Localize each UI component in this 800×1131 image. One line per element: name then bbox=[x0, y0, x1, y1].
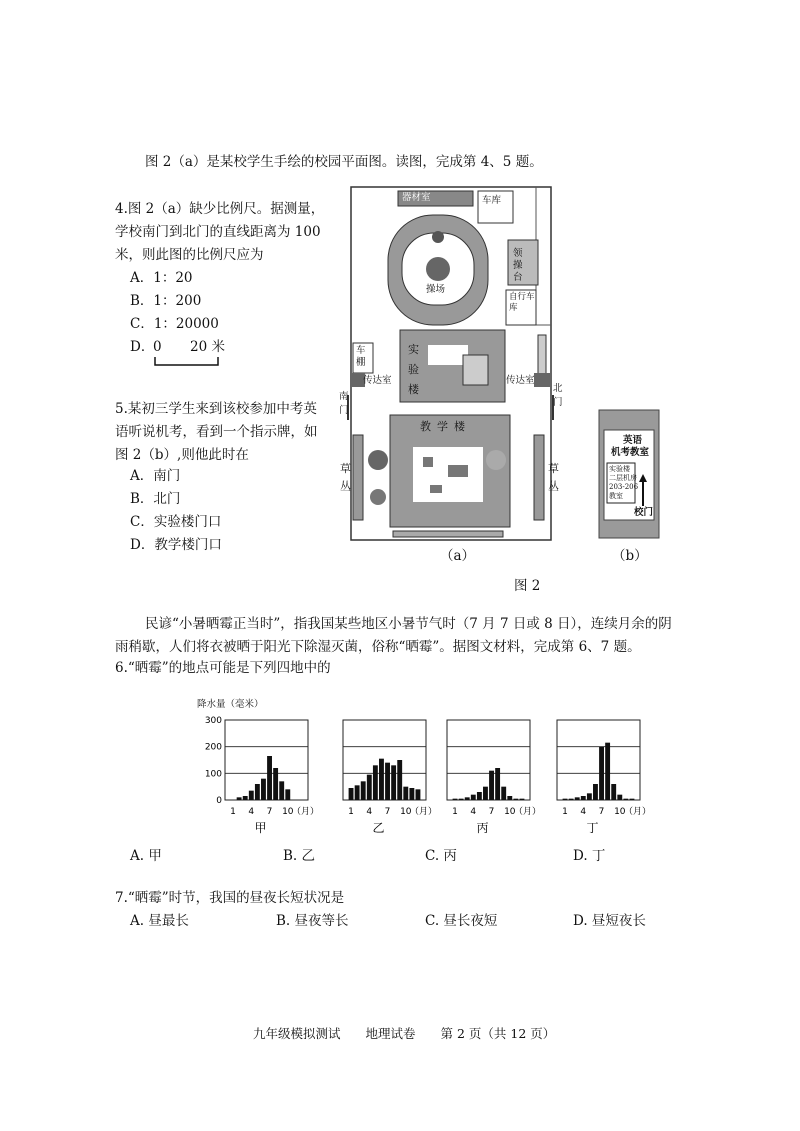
sign-school-gate: 校门 bbox=[634, 507, 654, 518]
q6-option-b: B. 乙 bbox=[283, 848, 316, 864]
scale-bar bbox=[150, 355, 225, 367]
chart-bar bbox=[593, 784, 598, 800]
chart-bar bbox=[471, 795, 476, 800]
chart-bar bbox=[501, 787, 506, 800]
chart-bar bbox=[279, 781, 284, 800]
label-south-gate: 南门 bbox=[339, 391, 349, 416]
chart-bar bbox=[403, 787, 408, 800]
chart-xtick-label: 4 bbox=[580, 807, 587, 817]
q6-option-d: D. 丁 bbox=[573, 848, 606, 864]
chart-bar bbox=[563, 799, 568, 800]
chart-bar bbox=[361, 781, 366, 800]
q7-option-c: C. 昼长夜短 bbox=[425, 913, 498, 929]
chart-bar bbox=[273, 768, 278, 800]
chart-frame bbox=[557, 720, 640, 800]
chart-xtick-label: 1 bbox=[348, 807, 354, 817]
chart-bar bbox=[605, 743, 610, 800]
chart-xlabel: （月） bbox=[410, 807, 438, 817]
intro-fig2: 图 2（a）是某校学生手绘的校园平面图。读图，完成第 4、5 题。 bbox=[145, 154, 543, 170]
label-review-stand: 领操台 bbox=[513, 248, 523, 283]
label-teaching-building: 教学楼 bbox=[420, 420, 471, 433]
chart-xlabel: （月） bbox=[292, 807, 320, 817]
chart-bar bbox=[617, 795, 622, 800]
q4-option-d: D． bbox=[130, 339, 155, 355]
chart-bar bbox=[495, 768, 500, 800]
q5-stem-1: 5.某初三学生来到该校参加中考英 bbox=[115, 401, 317, 417]
q7-option-d: D. 昼短夜长 bbox=[573, 913, 646, 929]
sign-line-2: 机考教室 bbox=[611, 447, 650, 458]
chart-xlabel: （月） bbox=[514, 807, 542, 817]
chart-xtick-label: 7 bbox=[266, 807, 273, 817]
q7-option-a: A. 昼最长 bbox=[130, 913, 189, 929]
label-bike-garage: 自行车库 bbox=[509, 292, 535, 313]
chart-bar bbox=[489, 771, 494, 800]
precipitation-charts bbox=[190, 712, 660, 842]
label-equipment-room: 器材室 bbox=[402, 192, 431, 203]
chart-frame bbox=[447, 720, 530, 800]
chart-xtick-label: 4 bbox=[248, 807, 255, 817]
chart-xtick-label: 10 bbox=[504, 807, 516, 817]
q4-option-b: B．1：200 bbox=[130, 293, 202, 309]
q6-option-c: C. 丙 bbox=[425, 848, 457, 864]
sign-box-line-4: 教室 bbox=[609, 492, 623, 500]
chart-xtick-label: 10 bbox=[400, 807, 412, 817]
chart-xtick-label: 1 bbox=[230, 807, 236, 817]
chart-bar bbox=[409, 788, 414, 800]
chart-bar bbox=[459, 799, 464, 800]
chart-bar bbox=[255, 784, 260, 800]
campus-map bbox=[338, 185, 570, 545]
label-b: （b） bbox=[612, 548, 648, 564]
chart-ytick-label: 100 bbox=[204, 769, 222, 780]
chart-bar bbox=[477, 792, 482, 800]
label-lawn-right: 草丛 bbox=[548, 462, 559, 493]
chart-bar bbox=[465, 797, 470, 800]
chart-bar bbox=[397, 760, 402, 800]
intro-q67-line-1: 民谚“小暑晒霉正当时”，指我国某些地区小暑节气时（7 月 7 日或 8 日），连续月余的阴 bbox=[145, 616, 672, 632]
chart-name: 丁 bbox=[586, 821, 599, 835]
intro-q67-line-2: 雨稍歇，人们将衣被晒于阳光下除湿灭菌，俗称“晒霉”。据图文材料，完成第 6、7 题。 bbox=[115, 639, 641, 655]
q5-option-a: A．南门 bbox=[130, 468, 181, 484]
chart-bar bbox=[249, 791, 254, 800]
q7-stem: 7.“晒霉”时节，我国的昼夜长短状况是 bbox=[115, 890, 345, 906]
chart-bar bbox=[367, 775, 372, 800]
q5-option-d: D．教学楼门口 bbox=[130, 537, 222, 553]
sign-line-1: 英语 bbox=[623, 435, 643, 446]
chart-bar bbox=[355, 785, 360, 800]
q6-stem: 6.“晒霉”的地点可能是下列四地中的 bbox=[115, 660, 331, 676]
chart-bar bbox=[243, 796, 248, 800]
page-footer: 九年级模拟测试 地理试卷 第 2 页（共 12 页） bbox=[253, 1026, 556, 1041]
q4-option-a: A．1：20 bbox=[130, 270, 193, 286]
sign-box-line-1: 实验楼 bbox=[609, 465, 630, 473]
sign-direction-box bbox=[609, 465, 639, 501]
chart-ylabel: 降水量（毫米） bbox=[197, 699, 264, 710]
q4-option-d-scale-zero: 0 bbox=[153, 339, 162, 355]
q4-option-c: C．1：20000 bbox=[130, 316, 219, 332]
chart-name: 乙 bbox=[372, 821, 385, 835]
chart-xtick-label: 4 bbox=[366, 807, 373, 817]
label-lab-building: 实验楼 bbox=[408, 343, 419, 396]
chart-bar bbox=[453, 799, 458, 800]
chart-bar bbox=[373, 765, 378, 800]
chart-bar bbox=[599, 747, 604, 800]
chart-xlabel: （月） bbox=[624, 807, 652, 817]
chart-name: 甲 bbox=[254, 821, 267, 835]
chart-frame bbox=[225, 720, 308, 800]
chart-xtick-label: 1 bbox=[452, 807, 458, 817]
chart-bar bbox=[630, 799, 635, 800]
chart-bar bbox=[261, 779, 266, 800]
q5-stem-2: 语听说机考，看到一个指示牌，如 bbox=[115, 424, 318, 440]
q6-option-a: A. 甲 bbox=[130, 848, 162, 864]
label-guard-right: 传达室 bbox=[506, 375, 535, 386]
chart-xtick-label: 7 bbox=[384, 807, 391, 817]
chart-bar bbox=[237, 797, 242, 800]
chart-bar bbox=[379, 759, 384, 800]
chart-name: 丙 bbox=[476, 821, 489, 835]
chart-bar bbox=[569, 799, 574, 800]
chart-xtick-label: 1 bbox=[562, 807, 568, 817]
chart-bar bbox=[385, 763, 390, 800]
chart-bar bbox=[483, 787, 488, 800]
fig2-caption: 图 2 bbox=[514, 578, 541, 594]
q7-option-b: B. 昼夜等长 bbox=[276, 913, 349, 929]
q5-option-c: C．实验楼门口 bbox=[130, 514, 222, 530]
label-a: （a） bbox=[440, 548, 476, 564]
q4-stem-1: 4.图 2（a）缺少比例尺。据测量， bbox=[115, 201, 325, 217]
label-guard-left: 传达室 bbox=[363, 375, 392, 386]
chart-bar bbox=[391, 765, 396, 800]
q5-stem-3: 图 2（b）,则他此时在 bbox=[115, 447, 249, 463]
chart-bar bbox=[520, 799, 525, 800]
chart-xtick-label: 10 bbox=[282, 807, 294, 817]
chart-ytick-label: 0 bbox=[216, 796, 222, 806]
chart-bar bbox=[285, 789, 290, 800]
chart-xtick-label: 10 bbox=[614, 807, 626, 817]
chart-xtick-label: 7 bbox=[598, 807, 605, 817]
chart-bar bbox=[581, 796, 586, 800]
chart-bar bbox=[416, 789, 421, 800]
sign-box-line-3: 203-206 bbox=[609, 483, 639, 491]
chart-bar bbox=[587, 793, 592, 800]
chart-ytick-label: 200 bbox=[204, 742, 222, 753]
chart-bar bbox=[349, 788, 354, 800]
label-bike-shed: 车棚 bbox=[356, 345, 366, 368]
label-playground: 操场 bbox=[426, 284, 446, 295]
chart-bar bbox=[267, 756, 272, 800]
q5-option-b: B．北门 bbox=[130, 491, 181, 507]
label-north-gate: 北门 bbox=[553, 383, 563, 408]
label-lawn-left: 草丛 bbox=[340, 462, 351, 493]
chart-xtick-label: 4 bbox=[470, 807, 477, 817]
q4-option-d-scale-twenty: 20 米 bbox=[190, 339, 225, 355]
chart-bar bbox=[575, 797, 580, 800]
chart-bar bbox=[513, 799, 518, 800]
label-garage: 车库 bbox=[482, 195, 502, 206]
chart-ytick-label: 300 bbox=[204, 716, 222, 726]
chart-xtick-label: 7 bbox=[488, 807, 495, 817]
chart-bar bbox=[507, 796, 512, 800]
q4-stem-2: 学校南门到北门的直线距离为 100 bbox=[115, 224, 321, 240]
chart-bar bbox=[623, 799, 628, 800]
sign-box-line-2: 二层机房 bbox=[609, 474, 637, 482]
q4-stem-3: 米，则此图的比例尺应为 bbox=[115, 247, 264, 263]
chart-bar bbox=[611, 784, 616, 800]
